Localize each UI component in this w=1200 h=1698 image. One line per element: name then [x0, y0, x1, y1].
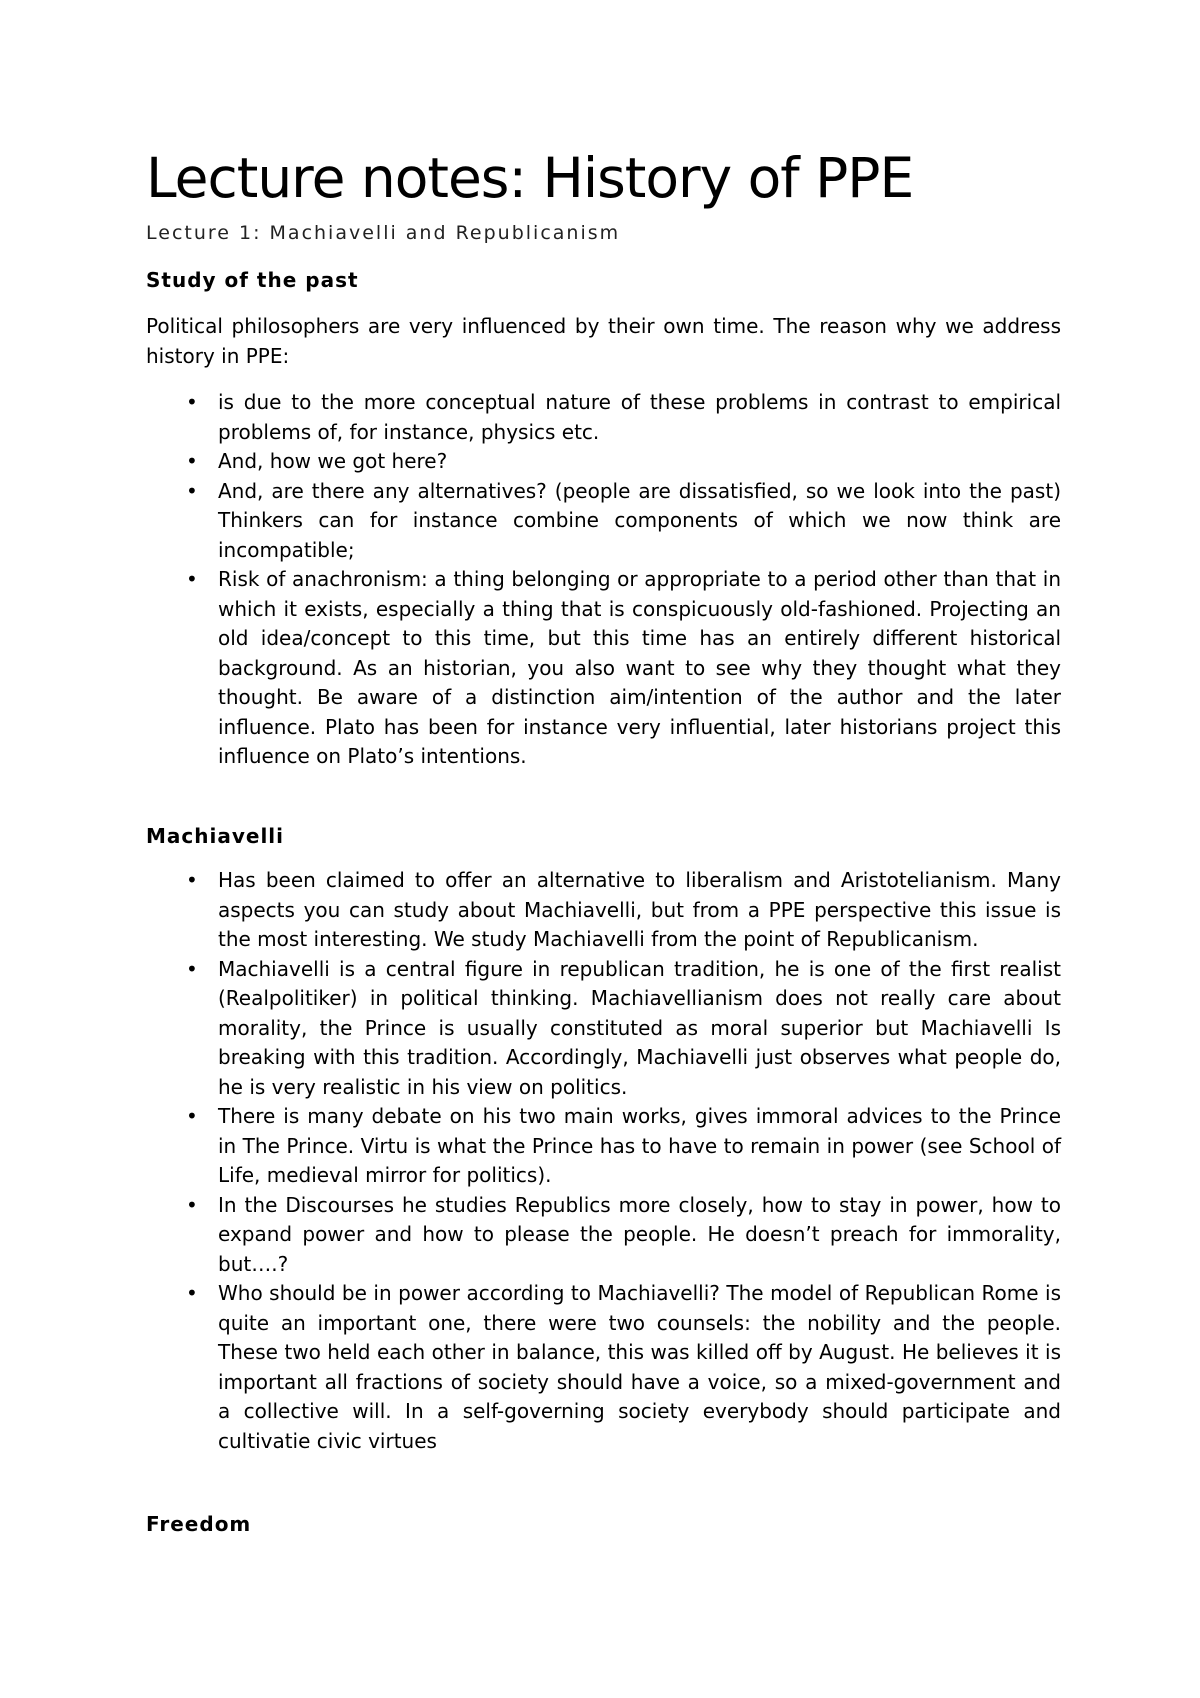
list-item [146, 955, 1061, 1103]
bullet-icon: • [186, 449, 198, 473]
bullet-icon: • [186, 1192, 198, 1217]
list-item [146, 1191, 1061, 1280]
section-heading-machiavelli: Machiavelli [146, 824, 285, 848]
list-item-text: There is many debate on his two main works, gives immoral advices to the Prince in The Prince. Virtu is what the Prince has to have to remain in power (see School of Life, medieval mirror for politics). [218, 1104, 1061, 1187]
list-item-text: is due to the more conceptual nature of these problems in contrast to empirical problems of, for instance, physics etc. [218, 390, 1061, 444]
list-item-text: Who should be in power according to Machiavelli? The model of Republican Rome is quite an important one, there were two counsels: the nobility and the people. These two held each other in balance, this was killed off by August. He believes it is important all fractions of society should have a voice, so a mixed-government and a collective will. In a self-governing society everybody should participate and cultivatie civic virtues [218, 1281, 1061, 1453]
machiavelli-bullet-list [146, 866, 1061, 1456]
bullet-icon: • [186, 478, 198, 503]
section-heading-study-of-the-past: Study of the past [146, 268, 359, 292]
list-item-text: In the Discourses he studies Republics more closely, how to stay in power, how to expand power and how to please the people. He doesn’t preach for immorality, but….? [218, 1192, 1061, 1276]
bullet-icon: • [186, 956, 198, 981]
bullet-icon: • [186, 1281, 198, 1305]
bullet-icon: • [186, 1104, 198, 1128]
list-item-text: Risk of anachronism: a thing belonging or appropriate to a period other than that in which it exists, especially a thing that is conspicuously old-fashioned. Projecting an old idea/concept to this time, but this time has an entirely different historical background. As an historian, you also want to see why they thought what they thought. Be aware of a distinction aim/intention of the author and the later influence. Plato has been for instance very influential, later historians project this influence on Plato’s intentions. [218, 567, 1061, 768]
document-subtitle: Lecture 1: Machiavelli and Republicanism [146, 222, 621, 244]
section-heading-freedom: Freedom [146, 1512, 252, 1536]
list-item [146, 1102, 1061, 1191]
list-item [146, 477, 1061, 566]
list-item [146, 866, 1061, 955]
list-item [146, 388, 1061, 447]
list-item-text: And, how we got here? [218, 449, 448, 473]
document-title: Lecture notes: History of PPE [146, 146, 914, 210]
list-item [146, 447, 1061, 477]
list-item [146, 565, 1061, 772]
bullet-icon: • [186, 390, 198, 414]
list-item-text: Has been claimed to offer an alternative to liberalism and Aristotelianism. Many aspects you can study about Machiavelli, but from a PPE perspective this issue is the most interesting. We study Machiavelli from the point of Republicanism. [218, 868, 1061, 951]
list-item-text: And, are there any alternatives? (people are dissatisfied, so we look into the past) Thinkers can for instance combine components of which we now think are incompatible; [218, 478, 1061, 562]
section-intro-paragraph: Political philosophers are very influenced by their own time. The reason why we address history in PPE: [146, 314, 1061, 368]
list-item-text: Machiavelli is a central figure in republican tradition, he is one of the first realist (Realpolitiker) in political thinking. Machiavellianism does not really care about morality, the Prince is usually constituted as moral superior but Machiavelli Is breaking with this tradition. Accordingly, Machiavelli just observes what people do, he is very realistic in his view on politics. [218, 956, 1061, 1099]
bullet-icon: • [186, 868, 198, 892]
bullet-icon: • [186, 567, 198, 591]
list-item [146, 1279, 1061, 1456]
study-of-the-past-bullet-list [146, 388, 1061, 772]
